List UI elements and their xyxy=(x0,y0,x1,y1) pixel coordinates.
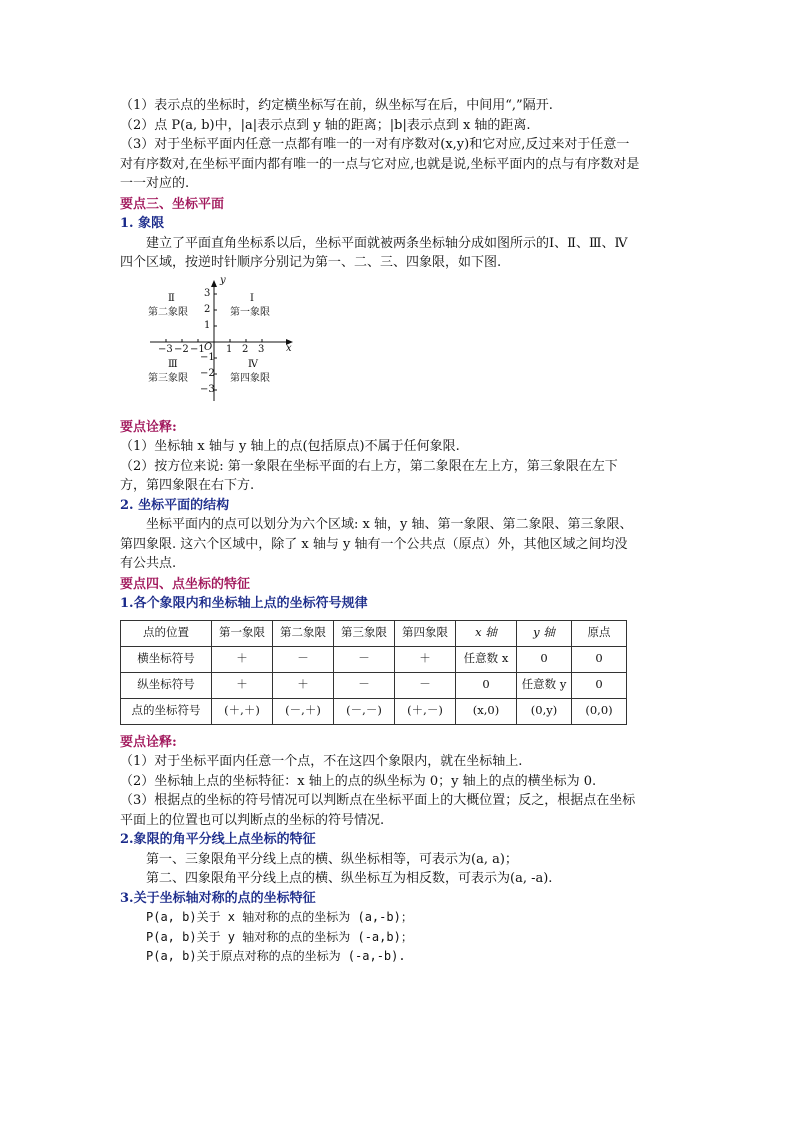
table-cell: 纵坐标符号 xyxy=(121,672,212,698)
table-header: 第四象限 xyxy=(395,620,456,646)
table-cell: (－,－) xyxy=(334,698,395,724)
bisector-line-1: 第一、三象限角平分线上点的横、纵坐标相等，可表示为(a, a)； xyxy=(146,851,518,867)
section4-note-title: 要点诠释: xyxy=(120,734,177,750)
y-tick-3: 3 xyxy=(204,287,211,299)
x-tick-neg2: −2 xyxy=(174,343,189,355)
section4-note-2: （2）坐标轴上点的坐标特征：x 轴上的点的纵坐标为 0；y 轴上的点的横坐标为 0. xyxy=(120,773,597,789)
table-cell: (－,＋) xyxy=(273,698,334,724)
symmetry-line-3: P(a, b)关于原点对称的点的坐标为 (-a,-b). xyxy=(146,949,406,963)
section4-note-3: （3）根据点的坐标的符号情况可以判断点在坐标平面上的大概位置；反之，根据点在坐标平面上的位置也可以判断点的坐标的符号情况. xyxy=(120,793,636,828)
table-cell: － xyxy=(395,672,456,698)
quadrant-figure xyxy=(146,274,296,404)
q1-numeral: Ⅰ xyxy=(250,292,254,304)
note-2: （2）点 P(a, b)中，|a|表示点到 y 轴的距离；|b|表示点到 x 轴的距离. xyxy=(120,117,531,133)
note-1: （1）表示点的坐标时，约定横坐标写在前，纵坐标写在后，中间用“,”隔开. xyxy=(120,98,553,113)
table-cell: 点的坐标符号 xyxy=(121,698,212,724)
x-axis-label: x xyxy=(286,342,292,354)
section3-sub1: 1. 象限 xyxy=(120,216,165,231)
table-cell: 0 xyxy=(517,646,572,672)
table-cell: (0,0) xyxy=(572,698,627,724)
table-header: 第二象限 xyxy=(273,620,334,646)
table-row xyxy=(121,672,627,698)
section3-note-title: 要点诠释: xyxy=(120,419,177,435)
q2-numeral: Ⅱ xyxy=(168,292,175,304)
section4-sub3: 3.关于坐标轴对称的点的坐标特征 xyxy=(120,890,316,906)
x-tick-neg1: −1 xyxy=(190,343,205,355)
section4-title: 要点四、点坐标的特征 xyxy=(120,576,251,592)
table-cell: ＋ xyxy=(212,672,273,698)
table-header: x 轴 xyxy=(456,620,517,646)
table-cell: － xyxy=(334,672,395,698)
table-header: y 轴 xyxy=(517,620,572,646)
symmetry-line-1: P(a, b)关于 x 轴对称的点的坐标为 (a,-b)； xyxy=(146,910,413,924)
y-tick-neg2: −2 xyxy=(200,367,215,379)
table-cell: (＋,－) xyxy=(395,698,456,724)
table-cell: 0 xyxy=(456,672,517,698)
table-cell: 任意数 y xyxy=(517,672,572,698)
x-tick-1: 1 xyxy=(226,343,233,355)
table-cell: ＋ xyxy=(212,646,273,672)
origin-label: O xyxy=(204,341,213,353)
table-cell: (x,0) xyxy=(456,698,517,724)
table-row xyxy=(121,646,627,672)
x-tick-2: 2 xyxy=(242,343,249,355)
x-tick-neg3: −3 xyxy=(158,343,173,355)
table-cell: ＋ xyxy=(273,672,334,698)
section3-sub2: 2. 坐标平面的结构 xyxy=(120,497,230,513)
table-cell: － xyxy=(334,646,395,672)
q3-label: 第三象限 xyxy=(148,372,188,384)
table-cell: 0 xyxy=(572,646,627,672)
table-cell: － xyxy=(273,646,334,672)
table-cell: 任意数 x xyxy=(456,646,517,672)
table-header: 点的位置 xyxy=(121,620,212,646)
y-tick-1: 1 xyxy=(204,319,211,331)
table-header: 第一象限 xyxy=(212,620,273,646)
q1-label: 第一象限 xyxy=(230,306,270,318)
q2-label: 第二象限 xyxy=(148,306,188,318)
table-cell: 0 xyxy=(572,672,627,698)
y-axis-label: y xyxy=(220,274,226,286)
note-3: （3）对于坐标平面内任意一点都有唯一的一对有序数对(x,y)和它对应,反过来对于任意一对有序数对,在坐标平面内都有唯一的一点与它对应,也就是说,坐标平面内的点与有序数对是一一对应的. xyxy=(120,137,640,191)
section3-title: 要点三、坐标平面 xyxy=(120,196,225,212)
section3-para1: 建立了平面直角坐标系以后，坐标平面就被两条坐标轴分成如图所示的Ⅰ、Ⅱ、Ⅲ、Ⅳ四个区域，按逆时针顺序分别记为第一、二、三、四象限，如下图. xyxy=(120,235,628,270)
x-tick-3: 3 xyxy=(258,343,265,355)
table-cell: ＋ xyxy=(395,646,456,672)
table-header-row xyxy=(121,620,627,646)
symmetry-line-2: P(a, b)关于 y 轴对称的点的坐标为 (-a,b)； xyxy=(146,929,413,944)
table-cell: 横坐标符号 xyxy=(121,646,212,672)
table-cell: (0,y) xyxy=(517,698,572,724)
y-tick-neg3: −3 xyxy=(200,383,215,395)
section3-note-2: （2）按方位来说: 第一象限在坐标平面的右上方，第二象限在左上方，第三象限在左下方，第四象限在右下方. xyxy=(120,458,618,493)
q3-numeral: Ⅲ xyxy=(168,358,178,370)
bisector-line-2: 第二、四象限角平分线上点的横、纵坐标互为相反数，可表示为(a, -a). xyxy=(146,871,553,886)
section4-note-1: （1）对于坐标平面内任意一个点，不在这四个象限内，就在坐标轴上. xyxy=(120,754,523,769)
table-header: 原点 xyxy=(572,620,627,646)
document-page xyxy=(120,96,640,967)
section4-sub2: 2.象限的角平分线上点坐标的特征 xyxy=(120,832,316,847)
q4-numeral: Ⅳ xyxy=(248,358,258,370)
table-row xyxy=(121,698,627,724)
q4-label: 第四象限 xyxy=(230,372,270,384)
section3-para2: 坐标平面内的点可以划分为六个区域: x 轴，y 轴、第一象限、第二象限、第三象限、第四象限. 这六个区域中，除了 x 轴与 y 轴有一个公共点（原点）外，其他区域之间均没有公共点. xyxy=(120,517,633,571)
section3-note-1: （1）坐标轴 x 轴与 y 轴上的点(包括原点)不属于任何象限. xyxy=(120,439,460,454)
y-tick-2: 2 xyxy=(204,303,211,315)
sign-table xyxy=(120,620,627,725)
section4-sub1: 1.各个象限内和坐标轴上点的坐标符号规律 xyxy=(120,596,368,611)
table-header: 第三象限 xyxy=(334,620,395,646)
y-tick-neg1: −1 xyxy=(200,351,215,363)
table-cell: (＋,＋) xyxy=(212,698,273,724)
